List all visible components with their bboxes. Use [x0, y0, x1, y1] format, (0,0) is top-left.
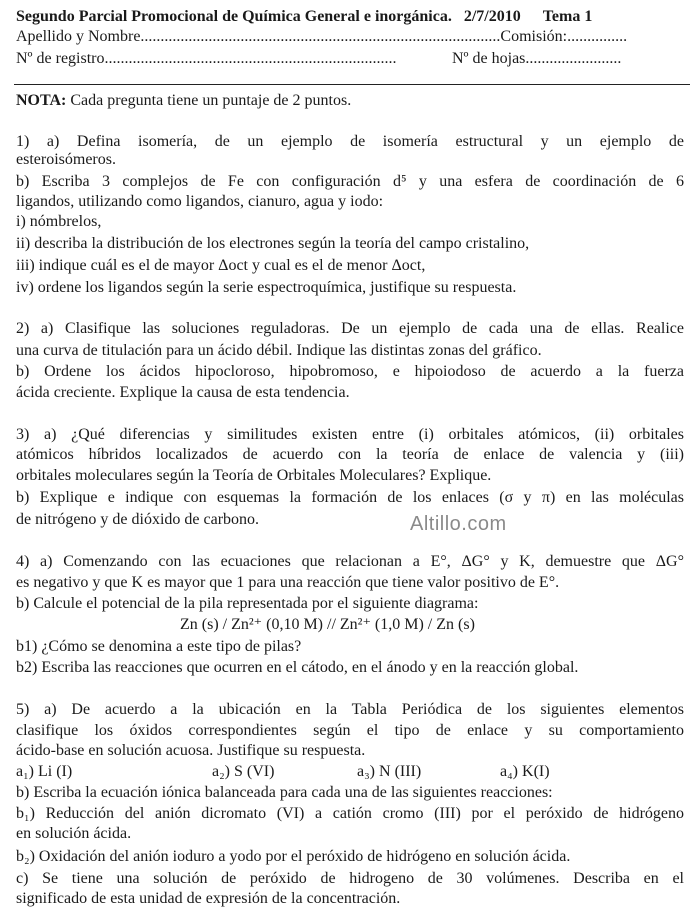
q4-a-line1: 4) a) Comenzando con las ecuaciones que relacionan a E°, ΔG° y K, demuestre que ΔG°	[16, 553, 684, 570]
altillo-watermark: Altillo.com	[410, 513, 507, 535]
q1-i: i) nómbrelos,	[16, 213, 102, 230]
q1-a-line2: esteroisómeros.	[16, 151, 116, 168]
exam-title: Segundo Parcial Promocional de Química General e inorgánica.	[16, 8, 452, 25]
q4-b: b) Calcule el potencial de la pila representada por el siguiente diagrama:	[16, 595, 479, 612]
q4-b2: b2) Escriba las reacciones que ocurren en el cátodo, en el ánodo y en la reacción global.	[16, 659, 579, 676]
q5-option-4: a₄) K(I)	[500, 763, 550, 780]
q4-b1: b1) ¿Cómo se denomina a este tipo de pilas?	[16, 638, 302, 655]
q3-a-line3: orbitales moleculares según la Teoría de Orbitales Moleculares? Explique.	[16, 467, 492, 484]
nota-line	[16, 92, 351, 110]
q5-b1-line2: en solución ácida.	[16, 825, 132, 842]
q5-c-line1: c) Se tiene una solución de peróxido de hidrogeno de 30 volúmenes. Describa en el	[16, 870, 684, 887]
apellido-field: Apellido y Nombre..........................................................................................Comisión:...............	[16, 28, 628, 45]
q4-cell-diagram: Zn (s) / Zn²⁺ (0,10 M) // Zn²⁺ (1,0 M) / Zn (s)	[180, 616, 475, 633]
q5-option-2: a₂) S (VI)	[212, 763, 275, 780]
exam-date: 2/7/2010	[463, 8, 521, 25]
q3-b-line2: de nitrógeno y de dióxido de carbono.	[16, 511, 260, 528]
exam-header	[16, 8, 592, 26]
q2-b-line1: b) Ordene los ácidos hipocloroso, hipobromoso, e hipoiodoso de acuerdo a la fuerza	[16, 363, 684, 380]
q5-b: b) Escriba la ecuación iónica balanceada para cada una de las siguientes reacciones:	[16, 784, 553, 801]
q1-iii: iii) indique cuál es el de mayor Δoct y cual es el de menor Δoct,	[16, 257, 426, 274]
registro-field: Nº de registro.........................................................................	[16, 50, 397, 67]
q5-option-1: a₁) Li (I)	[16, 763, 73, 780]
q3-a-line2: atómicos híbridos localizados de acuerdo con la teoría de enlace de valencia y (iii)	[16, 446, 684, 463]
q5-a-line1: 5) a) De acuerdo a la ubicación en la Tabla Periódica de los siguientes elementos	[16, 701, 684, 718]
q2-a-line2: una curva de titulación para un ácido débil. Indique las distintas zonas del gráfico.	[16, 342, 542, 359]
q5-a-line2: clasifique los óxidos correspondientes según el tipo de enlace y su comportamiento	[16, 722, 684, 739]
header-divider	[14, 84, 690, 85]
q5-a-line3: ácido-base en solución acuosa. Justifique su respuesta.	[16, 742, 366, 759]
q1-ii: ii) describa la distribución de los electrones según la teoría del campo cristalino,	[16, 235, 530, 252]
q1-b-line1: b) Escriba 3 complejos de Fe con configuración d⁵ y una esfera de coordinación de 6	[16, 173, 684, 190]
q5-c-line2: significado de esta unidad de expresión de la concentración.	[16, 890, 401, 907]
q5-b2: b₂) Oxidación del anión ioduro a yodo por el peróxido de hidrógeno en solución ácida.	[16, 848, 571, 865]
q1-a-line1: 1) a) Defina isomería, de un ejemplo de isomería estructural y un ejemplo de	[16, 133, 684, 150]
q2-a-line1: 2) a) Clasifique las soluciones reguladoras. De un ejemplo de cada una de ellas. Realice	[16, 320, 684, 337]
q1-b-line2: ligandos, utilizando como ligandos, cianuro, agua y iodo:	[16, 193, 384, 210]
hojas-field: Nº de hojas........................	[452, 50, 622, 67]
exam-tema: Tema 1	[542, 8, 593, 25]
q3-a-line1: 3) a) ¿Qué diferencias y similitudes existen entre (i) orbitales atómicos, (ii) orbitales	[16, 426, 684, 443]
q5-b1-line1: b₁) Reducción del anión dicromato (VI) a catión cromo (III) por el peróxido de hidrógeno	[16, 805, 684, 822]
q5-option-3: a₃) N (III)	[357, 763, 422, 780]
q2-b-line2: ácida creciente. Explique la causa de esta tendencia.	[16, 384, 350, 401]
q4-a-line2: es negativo y que K es mayor que 1 para una reacción que tiene valor positivo de E°.	[16, 574, 560, 591]
nota-label: NOTA:	[16, 92, 67, 109]
nota-text: Cada pregunta tiene un puntaje de 2 puntos.	[70, 92, 352, 109]
q3-b-line1: b) Explique e indique con esquemas la formación de los enlaces (σ y π) en las moléculas	[16, 489, 684, 506]
q1-iv: iv) ordene los ligandos según la serie espectroquímica, justifique su respuesta.	[16, 279, 517, 296]
